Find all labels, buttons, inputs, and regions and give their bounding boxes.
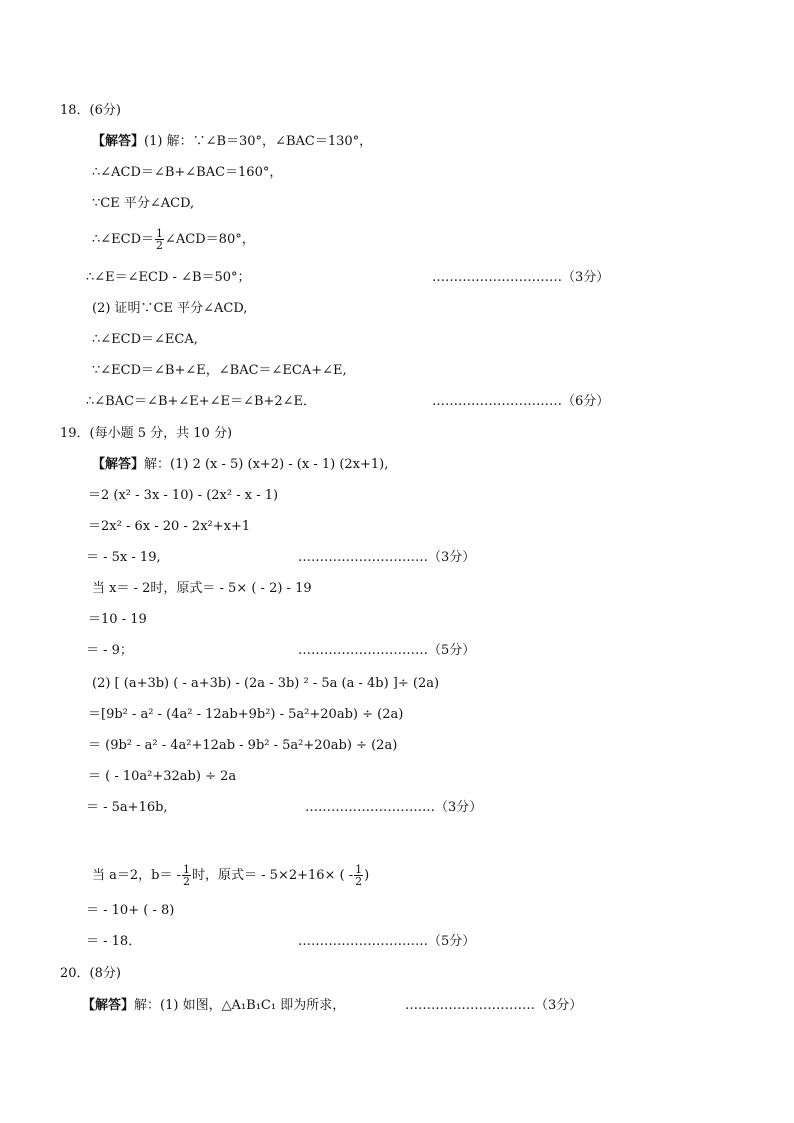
score-3: …………………………（3分） (298, 550, 476, 565)
fraction-half: $\frac{1}{2}$ (183, 863, 191, 888)
q19-line-9: ＝[9b² - a² - (4a² - 12ab+9b²) - 5a²+20ab) ÷ (2a) (88, 707, 404, 722)
score-5: …………………………（5分） (298, 934, 476, 949)
answer-tag: 【解答】 (82, 998, 135, 1013)
answer-tag: 【解答】 (92, 457, 145, 472)
q18-line-8: ∵∠ECD＝∠B+∠E，∠BAC＝∠ECA+∠E, (92, 363, 347, 378)
q19-line-8: (2) [ (a+3b) ( - a+3b) - (2a - 3b) ² - 5a (a - 4b) ]÷ (2a) (92, 676, 440, 691)
score-3: …………………………（3分） (432, 270, 610, 285)
score-3: …………………………（3分） (305, 800, 483, 815)
q20-header: 20．(8分) (60, 966, 121, 981)
q18-line-9: ∴∠BAC＝∠B+∠E+∠E＝∠B+2∠E． (86, 394, 317, 409)
q19-line-4: ＝ - 5x - 19, (86, 550, 161, 565)
score-5: …………………………（5分） (298, 643, 476, 658)
q18-line-3: ∵CE 平分∠ACD, (92, 196, 195, 211)
q18-line-2: ∴∠ACD＝∠B+∠BAC＝160°， (92, 165, 283, 180)
q18-line-5: ∴∠E＝∠ECD - ∠B＝50°； (86, 270, 251, 285)
fraction-half: $\frac{1}{2}$ (355, 863, 363, 888)
q19-line-3: ＝2x² - 6x - 20 - 2x²+x+1 (88, 519, 251, 534)
q19-line-7: ＝ - 9； (86, 643, 133, 658)
q20-line-1: 【解答】解：(1) 如图，△A₁B₁C₁ 即为所求， (82, 998, 346, 1013)
q18-line-6: (2) 证明∵CE 平分∠ACD, (92, 301, 248, 316)
q19-line-15: ＝ - 18． (86, 934, 142, 949)
q18-line-4: ∴∠ECD＝ $\frac{1}{2}$ ∠ACD＝80°， (92, 227, 255, 252)
q18-line-7: ∴∠ECD＝∠ECA, (92, 332, 198, 347)
q19-line-13: 当 a＝2，b＝ - $\frac{1}{2}$ 时，原式＝ - 5×2+16× ( - $\frac{1}{2}$ ) (92, 863, 370, 888)
q19-line-2: ＝2 (x² - 3x - 10) - (2x² - x - 1) (88, 488, 279, 503)
q19-line-12: ＝ - 5a+16b, (86, 800, 168, 815)
q18-header: 18．(6分) (60, 103, 121, 118)
q18-line-1: 【解答】(1) 解：∵∠B＝30°，∠BAC＝130°， (92, 134, 373, 149)
fraction-half: $\frac{1}{2}$ (156, 227, 164, 252)
q19-line-11: ＝ ( - 10a²+32ab) ÷ 2a (88, 769, 237, 784)
q19-line-14: ＝ - 10+ ( - 8) (86, 903, 175, 918)
q19-header: 19．(每小题 5 分，共 10 分) (60, 426, 233, 441)
q19-line-6: ＝10 - 19 (88, 612, 147, 627)
q19-line-10: ＝ (9b² - a² - 4a²+12ab - 9b² - 5a²+20ab) ÷ (2a) (88, 738, 398, 753)
q19-line-5: 当 x＝ - 2时，原式＝ - 5× ( - 2) - 19 (92, 581, 312, 596)
q19-line-1: 【解答】解：(1) 2 (x - 5) (x+2) - (x - 1) (2x+1), (92, 457, 389, 472)
score-3: …………………………（3分） (405, 998, 583, 1013)
answer-tag: 【解答】 (92, 134, 145, 149)
score-6: …………………………（6分） (432, 394, 610, 409)
